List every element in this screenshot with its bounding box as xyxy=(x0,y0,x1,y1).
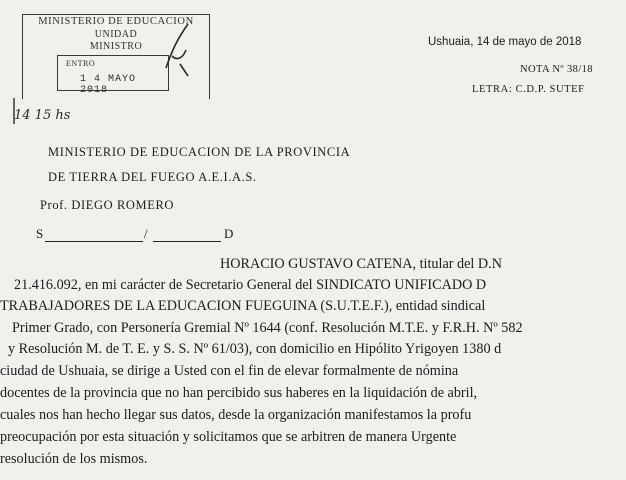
note-number: NOTA Nº 38/18 xyxy=(520,64,593,75)
stamp-ministry: MINISTERIO DE EDUCACION xyxy=(38,16,194,27)
stamp-entry-date: 1 4 MAYO 2018 xyxy=(80,74,137,96)
addressee-name: Prof. DIEGO ROMERO xyxy=(40,198,175,212)
body-line-text: 21.416.092, en mi carácter de Secretario General del SINDICATO UNIFICADO D xyxy=(14,277,487,293)
body-line-text: docentes de la provincia que no han percibido sus haberes en la liquidación de abril, xyxy=(0,385,478,401)
stamp-unit: UNIDAD xyxy=(94,29,138,40)
place-date: Ushuaia, 14 de mayo de 2018 xyxy=(428,36,582,48)
addressee-line-1: MINISTERIO DE EDUCACION DE LA PROVINCIA xyxy=(48,145,351,159)
body-line-text: HORACIO GUSTAVO CATENA, titular del D.N xyxy=(220,256,502,272)
stamp-entry-label: ENTRO xyxy=(66,59,96,68)
salutation-s: S xyxy=(36,226,44,241)
letter-reference: LETRA: C.D.P. SUTEF xyxy=(472,84,585,95)
stamp-date-box xyxy=(57,55,169,96)
salutation-blank-2 xyxy=(153,241,221,242)
body-line-text: cuales nos han hecho llegar sus datos, desde la organización manifestamos la profu xyxy=(0,407,472,423)
body-line-text: y Resolución M. de T. E. y S. S. Nº 61/03), con domicilio en Hipólito Yrigoyen 1380 d xyxy=(8,341,502,357)
body-line-text: TRABAJADORES DE LA EDUCACION FUEGUINA (S.U.T.E.F.), entidad sindical xyxy=(0,298,486,314)
salutation-blank-1 xyxy=(45,241,143,242)
body-line-text: Primer Grado, con Personería Gremial Nº 1644 (conf. Resolución M.T.E. y F.R.H. Nº 582 xyxy=(12,320,523,336)
stamp-minister: MINISTRO xyxy=(89,41,143,52)
salutation-slash: / xyxy=(144,226,148,241)
stamp-signature-icon xyxy=(158,20,198,80)
stamp-handwritten-time: 14 15 hs xyxy=(14,108,71,123)
addressee-line-2: DE TIERRA DEL FUEGO A.E.I.A.S. xyxy=(48,170,257,184)
salutation-d: D xyxy=(224,226,234,241)
body-line-text: ciudad de Ushuaia, se dirige a Usted con el fin de elevar formalmente de nómina xyxy=(0,363,459,379)
body-line-text: resolución de los mismos. xyxy=(0,451,148,467)
body-line-text: preocupación por esta situación y solicitamos que se arbitren de manera Urgente xyxy=(0,429,457,445)
